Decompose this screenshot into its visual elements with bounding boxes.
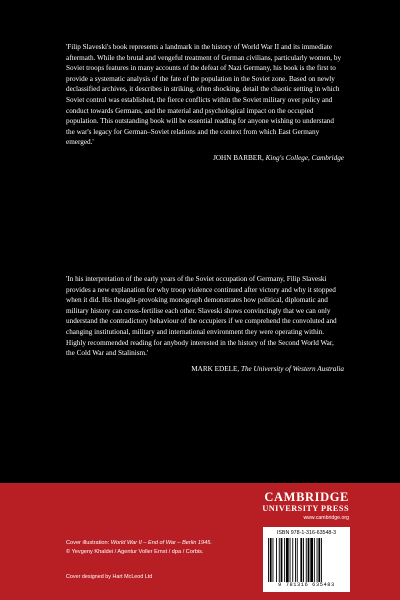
cover-illustration-credit <box>66 539 266 557</box>
barcode-stripe <box>308 538 310 582</box>
review-institution-1: King's College, Cambridge <box>265 153 344 162</box>
review-quote-1 <box>66 42 344 163</box>
barcode-stripe <box>310 538 313 582</box>
barcode-stripe <box>306 538 307 582</box>
barcode-stripe <box>297 538 298 582</box>
barcode-stripe <box>279 538 280 582</box>
credit-photographer: © Yevgeny Khaldei / Agentur Voller Ernst / dpa / Corbis. <box>66 549 204 555</box>
credit-title: World War II – End of War – Berlin 1945. <box>110 540 212 546</box>
publisher-website: www.cambridge.org <box>303 515 349 521</box>
cover-designer: Cover designed by Hart McLeod Ltd <box>66 574 153 580</box>
barcode-stripe <box>292 538 293 582</box>
publisher-name: CAMBRIDGE <box>264 490 349 504</box>
barcode-stripe <box>303 538 304 582</box>
review-institution-2: The University of Western Australia <box>240 364 344 373</box>
review-attribution-2 <box>66 364 344 374</box>
barcode-stripe <box>318 538 320 582</box>
barcode-stripe <box>295 538 296 582</box>
publisher-subtitle: UNIVERSITY PRESS <box>262 504 349 513</box>
barcode-stripe <box>270 538 272 582</box>
barcode-stripe <box>284 538 285 582</box>
review-text-2: 'In his interpretation of the early years of the Soviet occupation of Germany, Filip Slaveski provides a new explanation for why troop violence continued after victory and why it stopped when it did. His thought-provoking monograph demonstrates how political, diplomatic and military history can cross-fertilise each other. Slaveski shows convincingly that we can only understand the contradictory behaviour of the occupiers if we comprehend the convoluted and changing institutional, military and international environment they were operating within. Highly recommended reading for anybody interested in the history of the Second World War, the Cold War and Stalinism.' <box>66 275 337 358</box>
review-author-1: JOHN BARBER, <box>213 153 264 162</box>
barcode-stripe <box>281 538 283 582</box>
barcode-stripe <box>300 538 302 582</box>
review-attribution-1 <box>66 153 344 163</box>
barcode-stripe <box>268 538 269 582</box>
barcode <box>263 527 350 592</box>
barcode-bars <box>267 538 346 582</box>
barcode-stripe <box>314 538 315 582</box>
barcode-stripe <box>276 538 277 582</box>
barcode-digits: 9 781316 635483 <box>278 582 335 588</box>
barcode-stripe <box>290 538 291 582</box>
barcode-stripe <box>273 538 274 582</box>
review-text-1: 'Filip Slaveski's book represents a landmark in the history of World War II and its immediate aftermath. While the brutal and vengeful treatment of German civilians, particularly women, by Soviet troops features in many accounts of the defeat of Nazi Germany, his book is the first to provide a systematic analysis of the fate of the population in the Soviet zone. Based on newly declassified archives, it describes in striking, often shocking, detail the chaotic setting in which Soviet control was established, the fierce conflicts within the Soviet military over policy and conduct towards Germans, and the material and psychological impact on the occupied population. This outstanding book will be essential reading for anyone wishing to understand the war's legacy for German–Soviet relations and the context from which East Germany emerged.' <box>66 43 342 147</box>
barcode-stripe <box>286 538 289 582</box>
isbn-label: ISBN 978-1-316-63548-3 <box>276 530 337 536</box>
credit-prefix: Cover illustration: <box>66 540 110 546</box>
review-author-2: MARK EDELE, <box>191 364 240 373</box>
barcode-stripe <box>321 538 322 582</box>
publisher-logo <box>262 491 349 522</box>
review-quote-2 <box>66 274 344 374</box>
barcode-stripe <box>317 538 318 582</box>
